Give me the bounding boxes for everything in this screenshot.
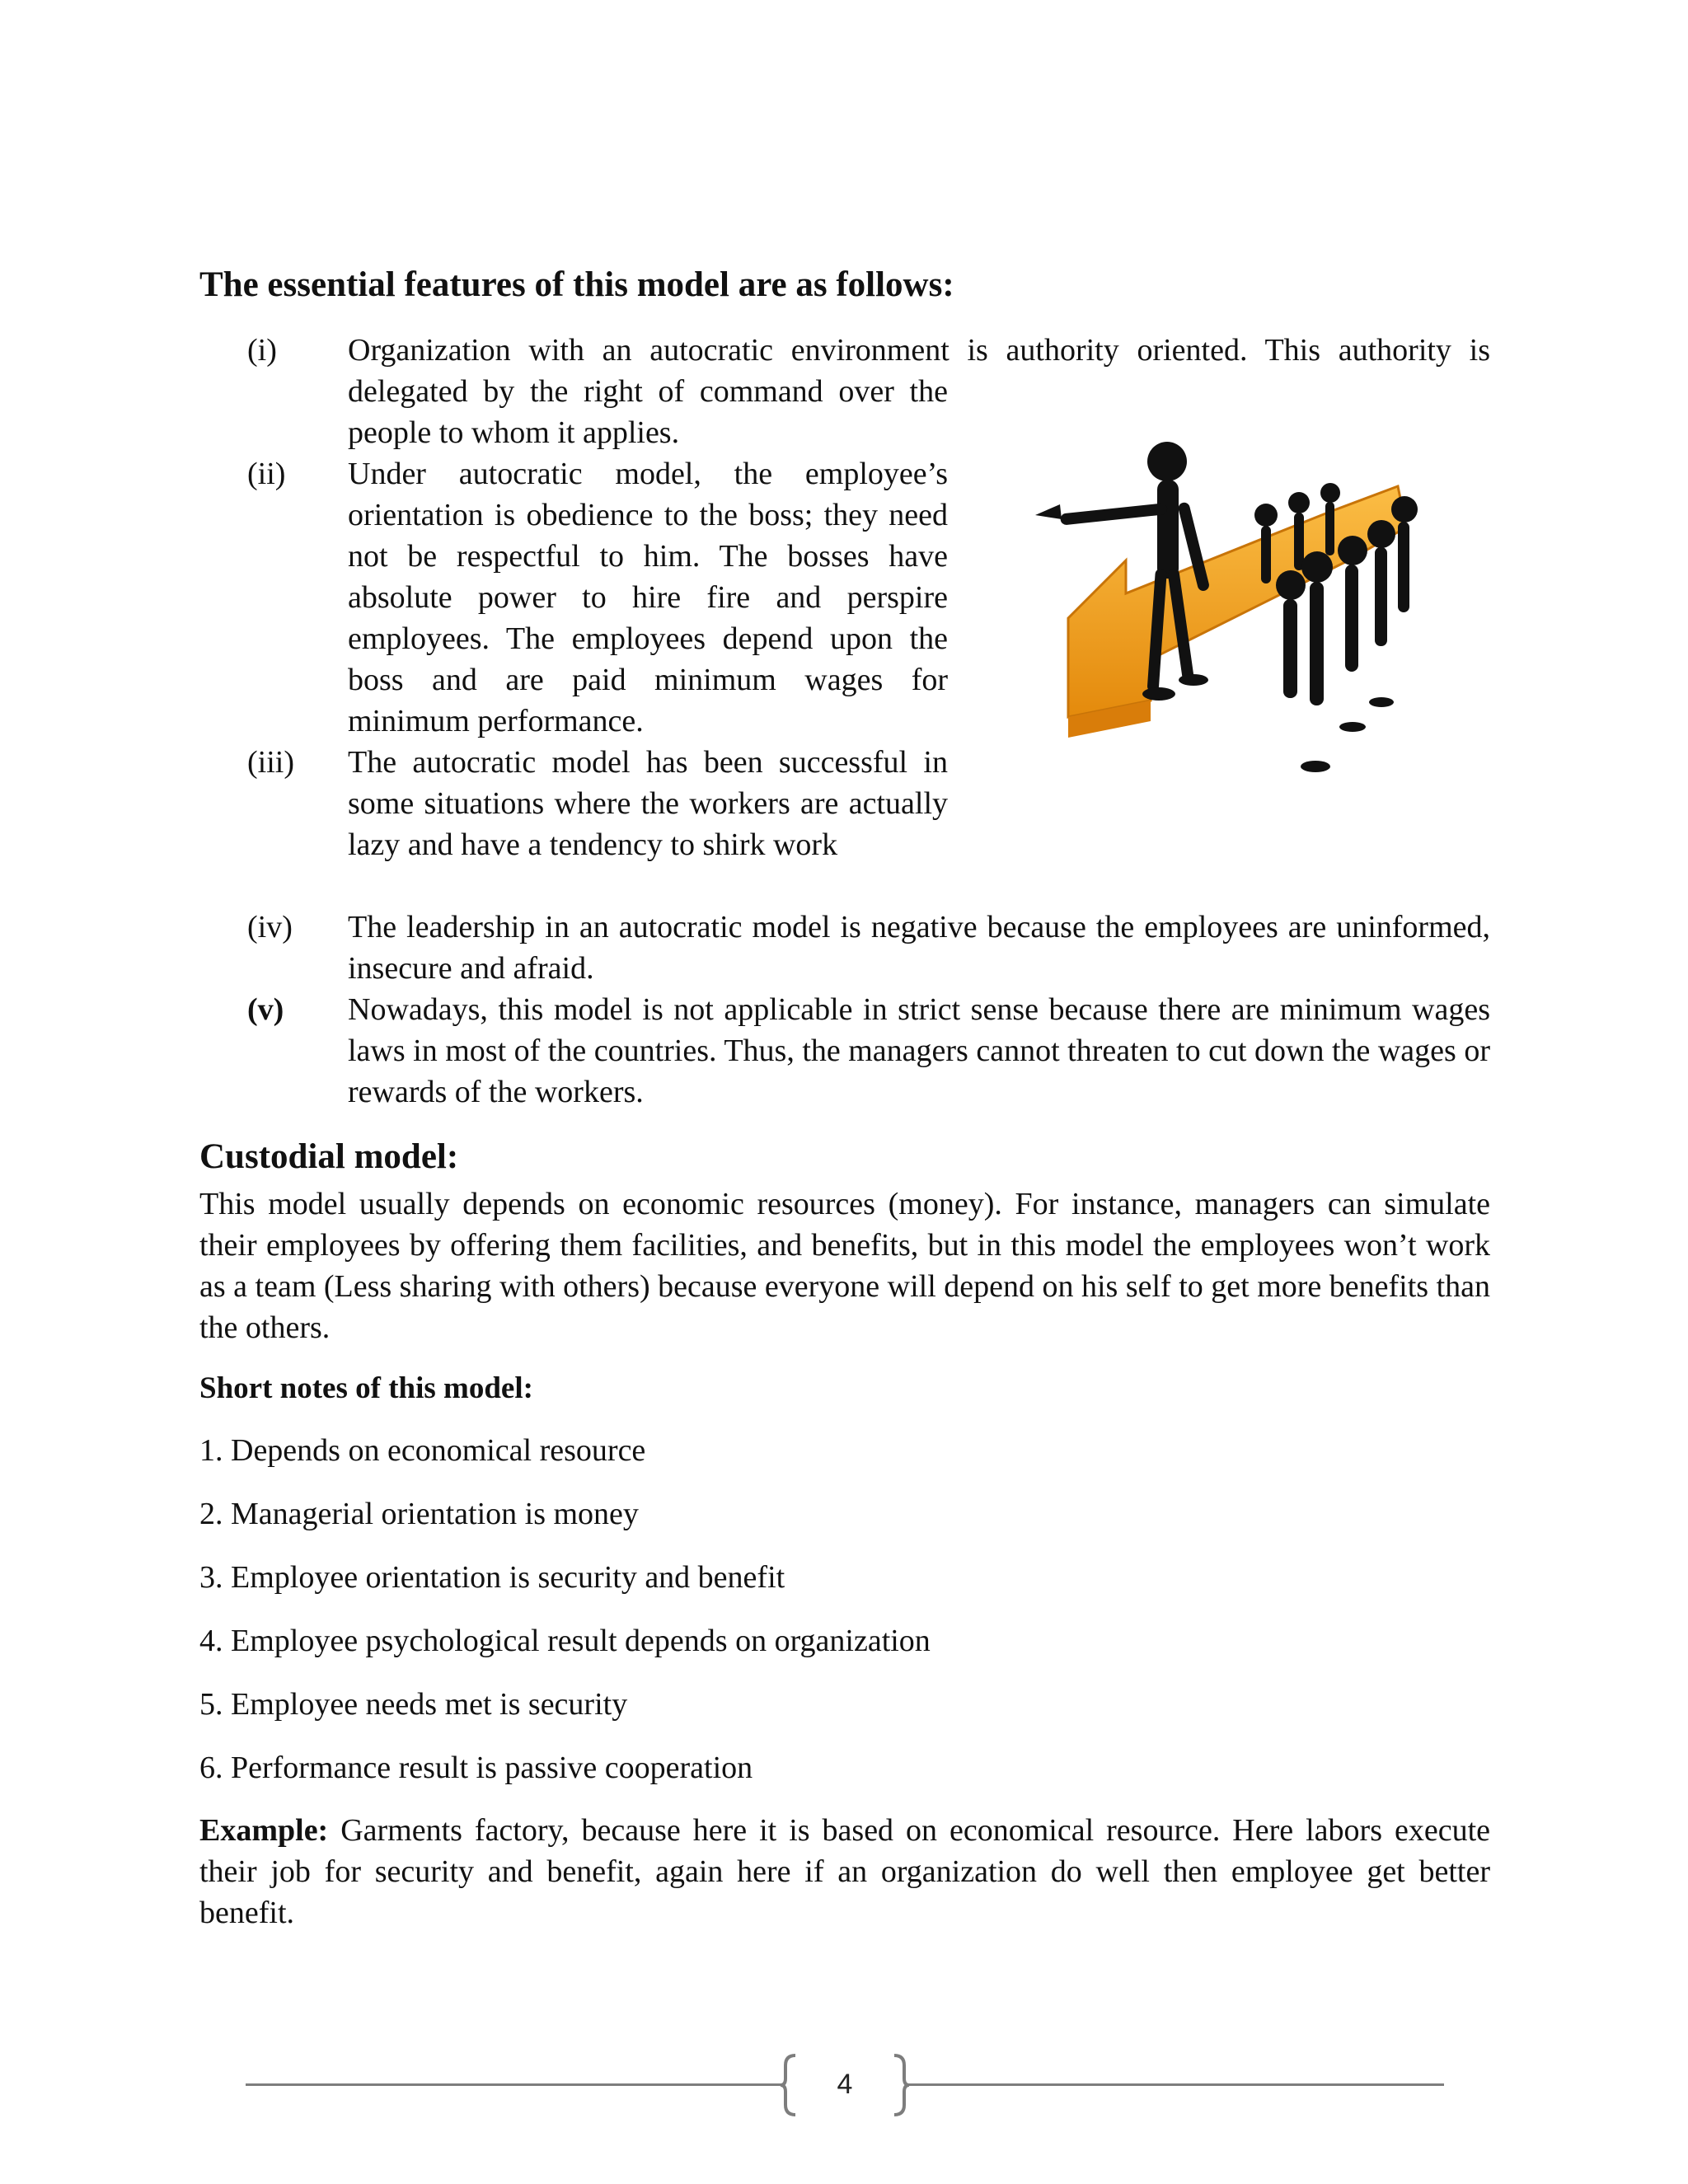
feature-text: The leadership in an autocratic model is negative because the employees are uninformed, insecure and afraid. — [348, 910, 1490, 986]
example-label: Example: — [199, 1813, 329, 1848]
custodial-paragraph: This model usually depends on economic resources (money). For instance, managers can simulate their employees by offering them facilities, and benefits, but in this model the employees won’t work as a team (Less sharing with others) because everyone will depend on his self to get more benefits than the others. — [199, 1187, 1490, 1345]
feature-text: The autocratic model has been successful in some situations where the workers are actually lazy and have a tendency to shirk work — [348, 745, 948, 862]
feature-number: (iv) — [247, 910, 293, 944]
note-item: 1. Depends on economical resource — [199, 1433, 646, 1468]
left-brace-icon — [779, 2054, 797, 2116]
leader-pointing-team-arrow-icon — [1019, 437, 1464, 783]
features-heading: The essential features of this model are as follows: — [199, 265, 954, 304]
note-item: 5. Employee needs met is security — [199, 1687, 628, 1722]
feature-text-line: people to whom it applies. — [348, 415, 680, 450]
example-paragraph — [199, 1810, 1490, 1933]
feature-text-line: delegated by the right of command over the — [348, 374, 948, 409]
feature-text — [348, 330, 1490, 453]
feature-text-line: Organization with an autocratic environment is authority oriented. This authority is — [348, 333, 1490, 368]
example-text: Garments factory, because here it is based on economical resource. Here labors execute their job for security and benefit, again here if an organization do well then employee get better benefit. — [199, 1813, 1490, 1930]
note-item: 3. Employee orientation is security and benefit — [199, 1560, 785, 1595]
feature-number: (v) — [247, 992, 284, 1027]
feature-text: Nowadays, this model is not applicable in strict sense because there are minimum wages laws in most of the countries. Thus, the managers cannot threaten to cut down the wages or rewards of the workers. — [348, 992, 1490, 1109]
right-brace-icon — [893, 2054, 911, 2116]
page-number: 4 — [837, 2069, 853, 2100]
note-item: 2. Managerial orientation is money — [199, 1497, 639, 1531]
note-item: 6. Performance result is passive cooperation — [199, 1750, 753, 1785]
feature-number: (ii) — [247, 457, 286, 491]
footer-rule-left — [246, 2083, 781, 2086]
custodial-model-title: Custodial model: — [199, 1137, 459, 1176]
feature-number: (i) — [247, 333, 277, 368]
short-notes-title: Short notes of this model: — [199, 1371, 533, 1405]
note-item: 4. Employee psychological result depends on organization — [199, 1624, 931, 1658]
feature-number: (iii) — [247, 745, 294, 780]
feature-text: Under autocratic model, the employee’s orientation is obedience to the boss; they need not be respectful to him. The bosses have absolute power to hire fire and perspire employees. The employees depend upon the boss and are paid minimum wages for minimum performance. — [348, 457, 948, 738]
footer-rule-right — [907, 2083, 1444, 2086]
